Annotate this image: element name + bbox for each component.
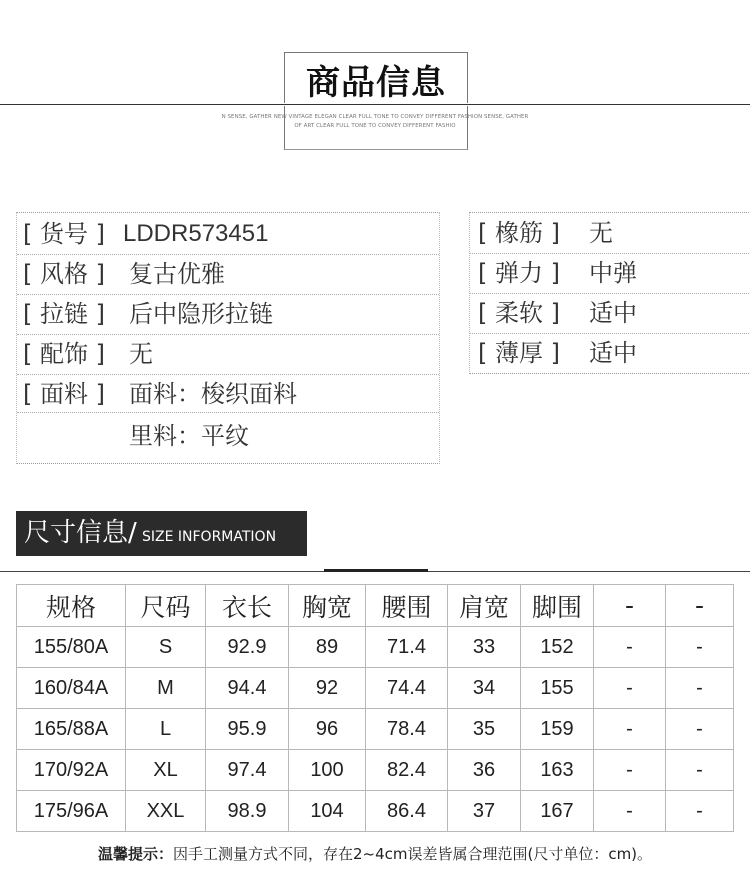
table-cell: 98.9 — [206, 791, 289, 832]
table-cell: 100 — [289, 750, 366, 791]
table-cell: 74.4 — [366, 668, 448, 709]
table-cell: 175/96A — [17, 791, 126, 832]
table-cell: 34 — [448, 668, 521, 709]
table-cell: 35 — [448, 709, 521, 750]
table-cell: - — [594, 791, 666, 832]
table-cell: 37 — [448, 791, 521, 832]
table-cell: 94.4 — [206, 668, 289, 709]
header-cell: - — [594, 585, 666, 627]
table-cell: 33 — [448, 627, 521, 668]
table-cell: 82.4 — [366, 750, 448, 791]
tip-label: 温馨提示： — [97, 845, 173, 863]
table-cell: - — [666, 668, 734, 709]
header-rule-left — [0, 104, 284, 105]
table-row — [17, 627, 734, 668]
info-value: 适中 — [589, 299, 637, 327]
table-cell: 97.4 — [206, 750, 289, 791]
table-cell: 95.9 — [206, 709, 289, 750]
table-cell: - — [666, 750, 734, 791]
header-cell: 脚围 — [521, 585, 594, 627]
header-cell: 尺码 — [126, 585, 206, 627]
info-row-lining — [17, 412, 439, 463]
table-cell: L — [126, 709, 206, 750]
table-cell: 86.4 — [366, 791, 448, 832]
info-key: [ 薄厚 ] — [478, 339, 560, 367]
table-cell: 160/84A — [17, 668, 126, 709]
table-row — [17, 668, 734, 709]
table-cell: 163 — [521, 750, 594, 791]
info-value: 后中隐形拉链 — [129, 300, 273, 328]
table-cell: 170/92A — [17, 750, 126, 791]
table-cell: M — [126, 668, 206, 709]
table-cell: 155 — [521, 668, 594, 709]
size-title-cn: 尺寸信息/ — [24, 518, 137, 548]
info-key: [ 柔软 ] — [478, 299, 560, 327]
table-cell: - — [594, 627, 666, 668]
info-key: [ 面料 ] — [23, 380, 105, 408]
info-row-zipper — [17, 294, 439, 334]
info-value: 复古优雅 — [129, 260, 225, 288]
table-cell: - — [594, 668, 666, 709]
table-cell: - — [666, 627, 734, 668]
info-row-elastic-band — [470, 213, 750, 253]
info-row-style — [17, 254, 439, 294]
product-info-right — [469, 212, 750, 374]
table-cell: 78.4 — [366, 709, 448, 750]
table-cell: - — [666, 709, 734, 750]
table-row — [17, 791, 734, 832]
info-value: LDDR573451 — [123, 220, 269, 247]
table-cell: 155/80A — [17, 627, 126, 668]
header-subtitle-line1: N SENSE, GATHER NEW VINTAGE ELEGAN CLEAR FULL TONE TO CONVEY DIFFERENT FASHION SENSE, GATHER — [221, 114, 529, 120]
info-key: [ 弹力 ] — [478, 259, 560, 287]
table-header-row — [17, 585, 734, 627]
header-subtitle-line2: OF ART CLEAR FULL TONE TO CONVEY DIFFERENT FASHIO — [294, 123, 456, 129]
header-cell: 规格 — [17, 585, 126, 627]
info-key: [ 配饰 ] — [23, 340, 105, 368]
tip-text: 因手工测量方式不同，存在2~4cm误差皆属合理范围(尺寸单位：cm)。 — [172, 845, 653, 863]
table-cell: 89 — [289, 627, 366, 668]
table-cell: 71.4 — [366, 627, 448, 668]
info-value: 无 — [129, 340, 153, 368]
table-cell: 96 — [289, 709, 366, 750]
info-value: 适中 — [589, 339, 637, 367]
info-row-accessory — [17, 334, 439, 374]
table-row — [17, 750, 734, 791]
table-cell: - — [594, 709, 666, 750]
page-title: 商品信息 — [306, 63, 446, 103]
info-row-sku — [17, 213, 439, 254]
table-cell: 167 — [521, 791, 594, 832]
info-row-softness — [470, 293, 750, 333]
info-value: 里料：平纹 — [129, 422, 249, 450]
info-key: [ 橡筋 ] — [478, 219, 560, 247]
table-cell: - — [666, 791, 734, 832]
header-cell: 腰围 — [366, 585, 448, 627]
header-cell: 胸宽 — [289, 585, 366, 627]
table-cell: XL — [126, 750, 206, 791]
table-cell: 159 — [521, 709, 594, 750]
table-cell: XXL — [126, 791, 206, 832]
table-cell: 152 — [521, 627, 594, 668]
table-cell: 36 — [448, 750, 521, 791]
table-row — [17, 709, 734, 750]
header-cell: 衣长 — [206, 585, 289, 627]
table-cell: 165/88A — [17, 709, 126, 750]
info-key: [ 风格 ] — [23, 260, 105, 288]
header-rule-right — [468, 104, 750, 105]
info-row-fabric — [17, 374, 439, 412]
measurement-tip — [0, 843, 750, 865]
header-cell: 肩宽 — [448, 585, 521, 627]
info-row-stretch — [470, 253, 750, 293]
product-info-left — [16, 212, 440, 464]
size-title-en: SIZE INFORMATION — [142, 529, 277, 545]
size-info-banner — [16, 511, 307, 556]
size-table — [16, 584, 734, 832]
info-value: 面料：梭织面料 — [129, 380, 297, 408]
info-value: 无 — [589, 219, 613, 247]
info-key: [ 货号 ] — [23, 220, 105, 248]
info-value: 中弹 — [589, 259, 637, 287]
table-cell: - — [594, 750, 666, 791]
info-row-thickness — [470, 333, 750, 373]
info-key: [ 拉链 ] — [23, 300, 105, 328]
table-cell: 92 — [289, 668, 366, 709]
section-divider-accent — [324, 569, 428, 572]
header-cell: - — [666, 585, 734, 627]
table-cell: 104 — [289, 791, 366, 832]
table-cell: S — [126, 627, 206, 668]
table-cell: 92.9 — [206, 627, 289, 668]
